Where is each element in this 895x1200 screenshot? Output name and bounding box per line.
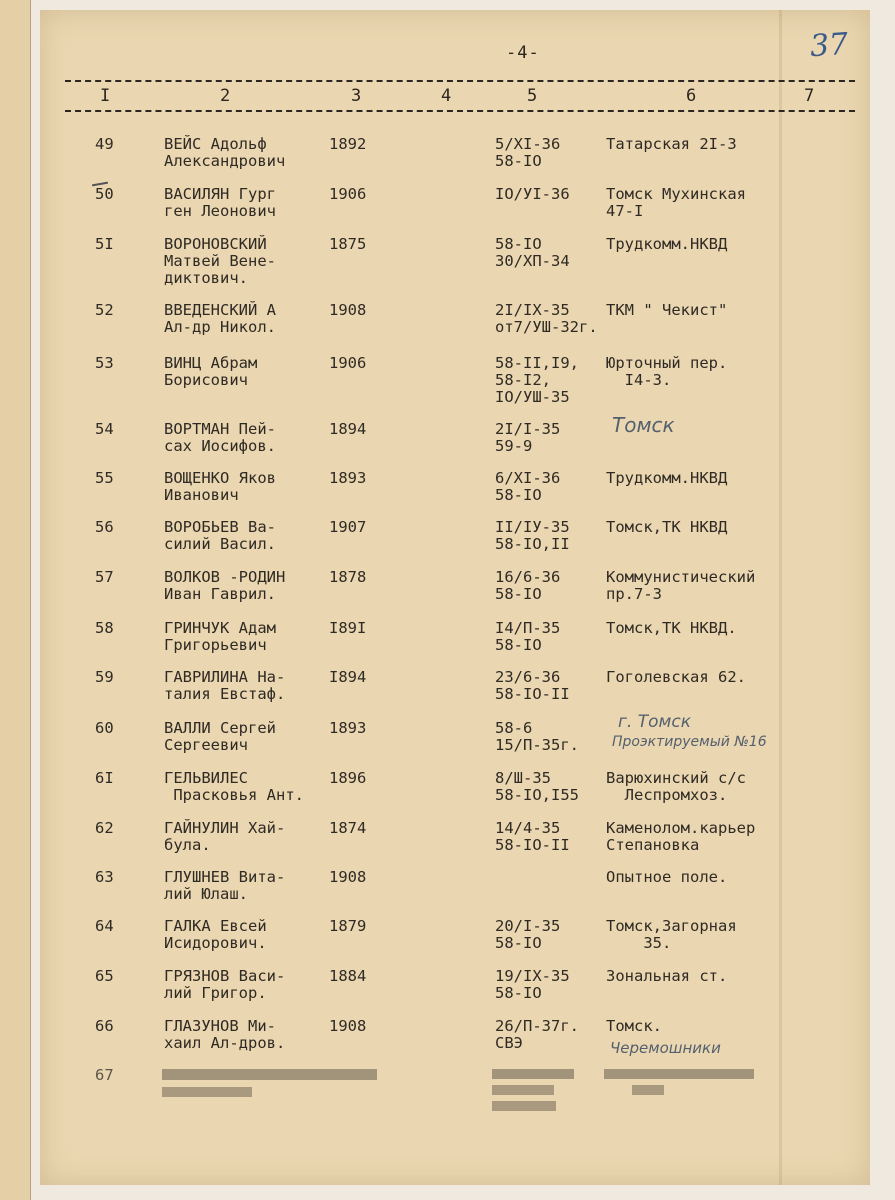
arrest-date-article: 58-6 15/П-35г. <box>495 719 579 754</box>
row-number: 62 <box>95 819 114 837</box>
person-name: ГАЙНУЛИН Хай- була. <box>164 819 286 854</box>
row-number: 55 <box>95 469 114 487</box>
row-number: 56 <box>95 518 114 536</box>
person-name: ВЕЙС Адольф Александрович <box>164 135 286 170</box>
table-row <box>40 620 870 668</box>
person-name: ГАВРИЛИНА На- талия Евстаф. <box>164 668 286 703</box>
row-number: 63 <box>95 868 114 886</box>
table-row-struck-out <box>40 1067 870 1115</box>
table-row <box>40 519 870 567</box>
table-row <box>40 968 870 1016</box>
arrest-date-article: 19/IX-35 58-IO <box>495 967 570 1002</box>
arrest-date-article: 16/6-36 58-IO <box>495 568 561 603</box>
person-name: ГЛАЗУНОВ Ми- хаил Ал-дров. <box>164 1017 286 1052</box>
table-row <box>40 669 870 717</box>
row-number: 64 <box>95 917 114 935</box>
birth-year: I89I <box>329 619 367 637</box>
document-page <box>40 10 870 1185</box>
row-number: 50 <box>95 185 114 203</box>
person-name: ГАЛКА Евсей Исидорович. <box>164 917 267 952</box>
table-row <box>40 413 870 469</box>
table-row <box>40 770 870 818</box>
column-header-3: 3 <box>351 86 362 106</box>
address: Юрточный пер. I4-3. <box>606 354 728 389</box>
arrest-date-article: I4/П-35 58-IO <box>495 619 561 654</box>
handwritten-note: Томск <box>612 413 675 437</box>
birth-year: 1908 <box>329 301 367 319</box>
person-name: ВАЛЛИ Сергей Сергеевич <box>164 719 276 754</box>
table-row <box>40 235 870 287</box>
table-row <box>40 918 870 966</box>
column-header-5: 5 <box>527 86 538 106</box>
row-number: 52 <box>95 301 114 319</box>
row-number: 54 <box>95 420 114 438</box>
birth-year: 1893 <box>329 719 367 737</box>
row-number: 6I <box>95 769 114 787</box>
address: Томск,ТК НКВД. <box>606 619 737 637</box>
row-number: 59 <box>95 668 114 686</box>
handwritten-note: г. Томск <box>618 712 691 732</box>
table-row <box>40 136 870 184</box>
birth-year: 1879 <box>329 917 367 935</box>
table-row <box>40 820 870 868</box>
header-rule-bottom <box>65 110 855 112</box>
address: Каменолом.карьер Степановка <box>606 819 756 854</box>
row-number: 66 <box>95 1017 114 1035</box>
person-name: ВВЕДЕНСКИЙ А Ал-др Никол. <box>164 301 276 336</box>
person-name: ГЕЛЬВИЛЕС Прасковья Ант. <box>164 769 304 804</box>
arrest-date-article: 58-IO 30/XП-34 <box>495 235 570 270</box>
column-header-1: I <box>100 86 111 106</box>
address: Варюхинский с/с Леспромхоз. <box>606 769 746 804</box>
previous-page-edge <box>0 0 31 1200</box>
birth-year: I894 <box>329 668 367 686</box>
table-row <box>40 354 870 406</box>
address: Опытное поле. <box>606 868 728 886</box>
arrest-date-article: IO/УI-36 <box>495 185 570 203</box>
birth-year: 1906 <box>329 354 367 372</box>
address: Томск,ТК НКВД <box>606 518 728 536</box>
arrest-date-article: 2I/IX-35 от7/УШ-32г. <box>495 301 598 336</box>
archive-sheet-number: 37 <box>808 26 850 65</box>
row-number: 65 <box>95 967 114 985</box>
arrest-date-article: 8/Ш-35 58-IO,I55 <box>495 769 579 804</box>
row-number: 57 <box>95 568 114 586</box>
row-number: 5I <box>95 235 114 253</box>
address: Трудкомм.НКВД <box>606 469 728 487</box>
birth-year: 1878 <box>329 568 367 586</box>
row-number: 58 <box>95 619 114 637</box>
address: Томск,Загорная 35. <box>606 917 737 952</box>
birth-year: 1908 <box>329 868 367 886</box>
arrest-date-article: 26/П-37г. СВЭ <box>495 1017 579 1052</box>
arrest-date-article: 6/XI-36 58-IO <box>495 469 561 504</box>
birth-year: 1906 <box>329 185 367 203</box>
handwritten-note: Проэктируемый №16 <box>612 734 767 750</box>
table-row <box>40 869 870 917</box>
address: Гоголевская 62. <box>606 668 746 686</box>
person-name: ВОРОНОВСКИЙ Матвей Вене- диктович. <box>164 235 276 287</box>
address: Коммунистический пр.7-3 <box>606 568 756 603</box>
row-number: 67 <box>95 1066 114 1084</box>
overtyped-name-scribble <box>162 1065 382 1105</box>
handwritten-note: Черемошники <box>610 1039 721 1057</box>
row-number: 60 <box>95 719 114 737</box>
person-name: ВИНЦ Абрам Борисович <box>164 354 258 389</box>
header-rule-top <box>65 80 855 82</box>
table-row <box>40 470 870 518</box>
page-number: -4- <box>506 43 540 63</box>
overtyped-date-scribble <box>492 1065 582 1115</box>
birth-year: 1908 <box>329 1017 367 1035</box>
address: Томск Мухинская 47-I <box>606 185 746 220</box>
person-name: ВАСИЛЯН Гург ген Леонович <box>164 185 276 220</box>
row-number: 49 <box>95 135 114 153</box>
birth-year: 1875 <box>329 235 367 253</box>
table-row <box>40 569 870 617</box>
table-row <box>40 1018 870 1066</box>
column-header-7: 7 <box>804 86 815 106</box>
arrest-date-article: 5/XI-36 58-IO <box>495 135 561 170</box>
birth-year: 1907 <box>329 518 367 536</box>
column-header-4: 4 <box>441 86 452 106</box>
birth-year: 1884 <box>329 967 367 985</box>
birth-year: 1894 <box>329 420 367 438</box>
arrest-date-article: 20/I-35 58-IO <box>495 917 561 952</box>
address: ТКМ " Чекист" <box>606 301 728 319</box>
overtyped-address-scribble <box>604 1065 774 1105</box>
column-header-6: 6 <box>686 86 697 106</box>
person-name: ГЛУШНЕВ Вита- лий Юлаш. <box>164 868 286 903</box>
person-name: ВОЩЕНКО Яков Иванович <box>164 469 276 504</box>
person-name: ГРИНЧУК Адам Григорьевич <box>164 619 276 654</box>
person-name: ВОРТМАН Пей- сах Иосифов. <box>164 420 276 455</box>
arrest-date-article: 2I/I-35 59-9 <box>495 420 561 455</box>
table-row <box>40 186 870 234</box>
address: Татарская 2I-3 <box>606 135 737 153</box>
table-row <box>40 712 870 768</box>
address: Томск. <box>606 1017 662 1035</box>
address: Трудкомм.НКВД <box>606 235 728 253</box>
person-name: ВОРОБЬЕВ Ва- силий Васил. <box>164 518 276 553</box>
person-name: ВОЛКОВ -РОДИН Иван Гаврил. <box>164 568 286 603</box>
column-header-2: 2 <box>220 86 231 106</box>
birth-year: 1896 <box>329 769 367 787</box>
birth-year: 1874 <box>329 819 367 837</box>
arrest-date-article: II/IУ-35 58-IO,II <box>495 518 570 553</box>
birth-year: 1892 <box>329 135 367 153</box>
address: Зональная ст. <box>606 967 728 985</box>
row-number: 53 <box>95 354 114 372</box>
arrest-date-article: 23/6-36 58-IO-II <box>495 668 570 703</box>
birth-year: 1893 <box>329 469 367 487</box>
table-row <box>40 302 870 350</box>
arrest-date-article: 14/4-35 58-IO-II <box>495 819 570 854</box>
arrest-date-article: 58-II,I9, 58-I2, IO/УШ-35 <box>495 354 579 406</box>
person-name: ГРЯЗНОВ Васи- лий Григор. <box>164 967 286 1002</box>
